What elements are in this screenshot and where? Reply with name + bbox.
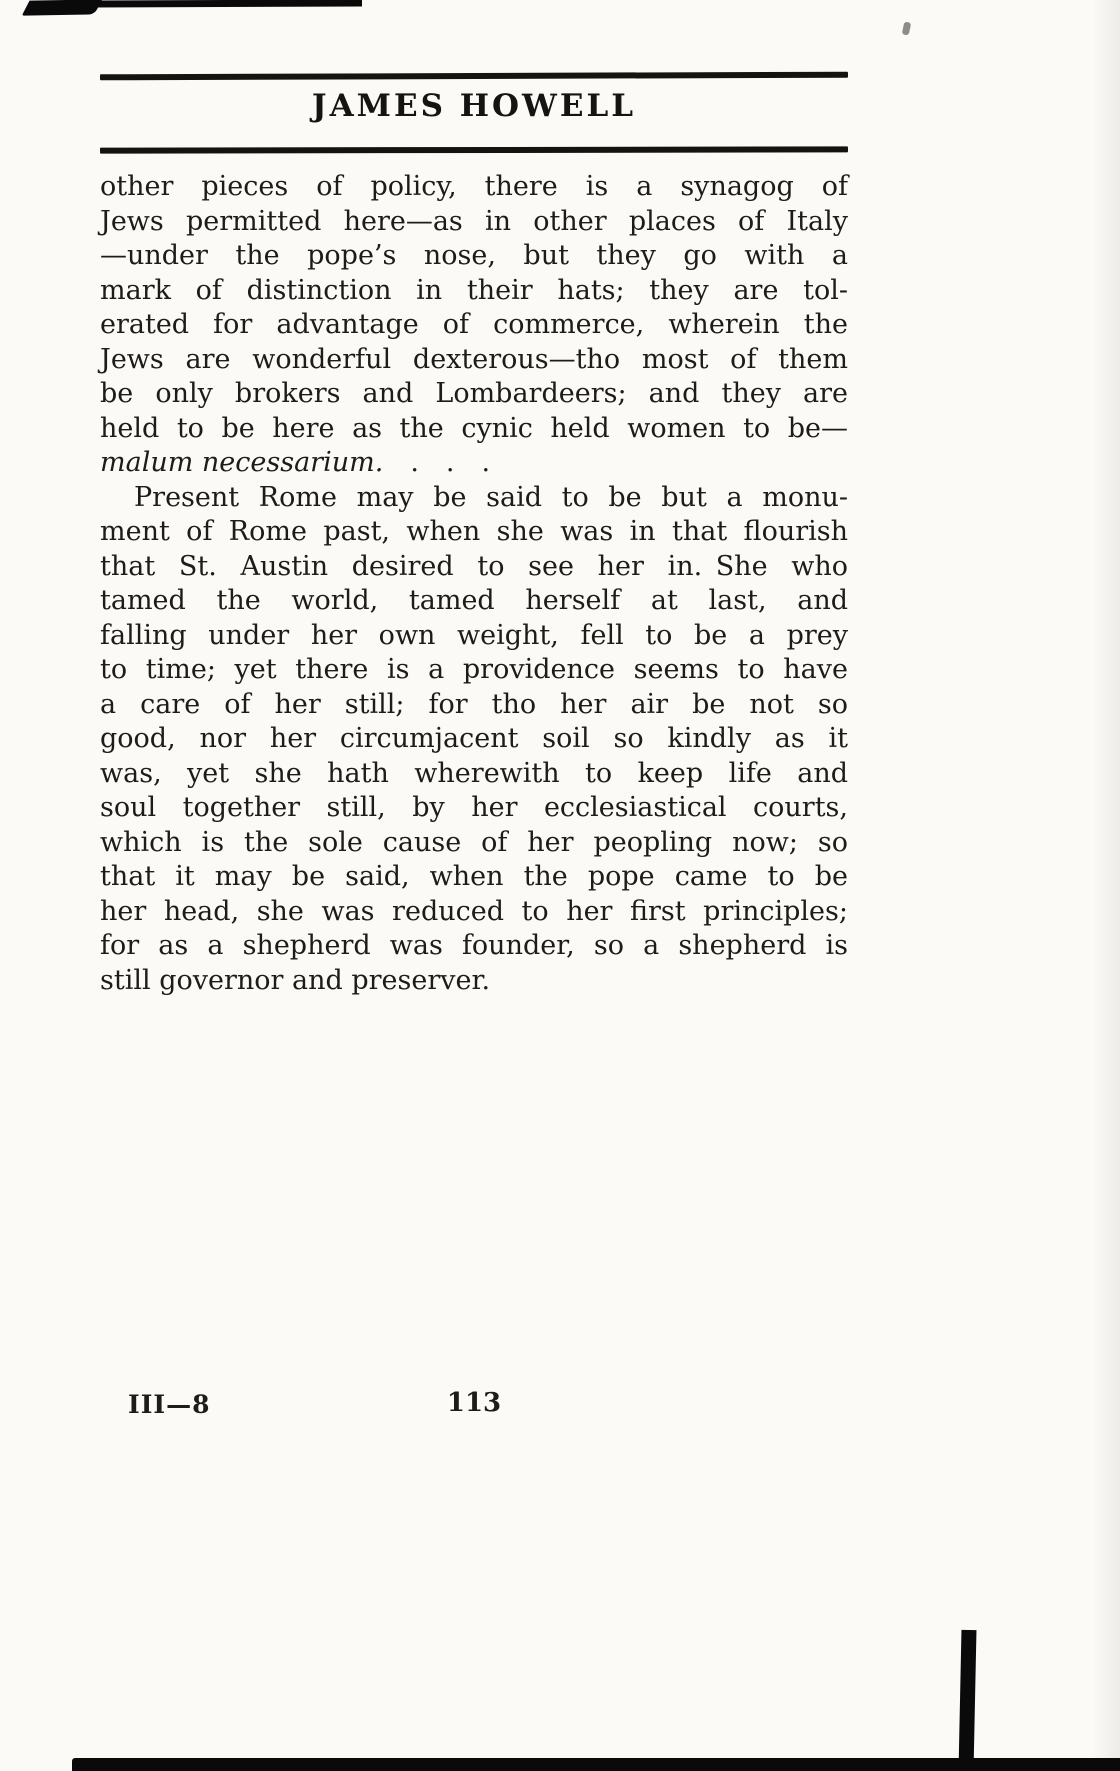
text-segment: falling under her own weight, fell to be a prey [100, 619, 848, 651]
text-line [100, 688, 848, 723]
text-segment: erated for advantage of commerce, wherein the [100, 309, 848, 340]
text-line [100, 205, 848, 240]
text-line [100, 239, 848, 274]
text-segment: soul together still, by her ecclesiastical courts, [100, 792, 848, 823]
text-segment: her head, she was reduced to her first principles; [100, 895, 848, 927]
signature-mark: III—8 [128, 1390, 211, 1419]
text-segment: other pieces of policy, there is a synagog of [100, 171, 848, 202]
text-segment: a care of her still; for tho her air be not so [100, 688, 848, 720]
text-line [100, 170, 848, 205]
text-segment: . . . [383, 447, 491, 478]
text-segment: ment of Rome past, when she was in that flourish [100, 516, 848, 547]
text-line [100, 446, 848, 481]
text-line [100, 550, 848, 585]
text-segment: mark of distinction in their hats; they are tol- [100, 274, 848, 306]
text-segment: —under the pope’s nose, but they go with a [100, 240, 848, 271]
header-rule-bottom [100, 146, 848, 153]
text-line [100, 481, 848, 516]
scan-artifact-right-edge [959, 1630, 977, 1771]
text-segment: Present Rome may be said to be but a monu- [134, 481, 848, 513]
page-body [100, 170, 848, 998]
text-segment: that it may be said, when the pope came to be [100, 861, 848, 892]
text-line [100, 377, 848, 412]
text-line [100, 964, 848, 999]
running-header-title: JAMES HOWELL [311, 88, 637, 124]
text-line [100, 515, 848, 550]
text-line [100, 653, 848, 688]
text-line [100, 826, 848, 861]
text-line [100, 274, 848, 309]
header-rule-top [100, 72, 848, 81]
paragraph [100, 170, 848, 481]
page-footer [0, 1388, 1120, 1428]
text-segment: for as a shepherd was founder, so a shepherd is [100, 930, 848, 961]
text-segment: held to be here as the cynic held women to be— [100, 412, 848, 444]
text-line [100, 584, 848, 619]
text-line [100, 860, 848, 895]
italic-text: malum necessarium. [100, 447, 384, 478]
scan-artifact-top-strip [88, 0, 362, 7]
text-line [100, 343, 848, 378]
text-segment: Jews are wonderful dexterous—tho most of them [100, 343, 848, 375]
text-segment: tamed the world, tamed herself at last, and [100, 585, 848, 616]
text-line [100, 619, 848, 654]
text-segment: was, yet she hath wherewith to keep life and [100, 757, 848, 789]
text-segment: to time; yet there is a providence seems to have [100, 654, 848, 685]
text-segment: still governor and preserver. [100, 964, 491, 996]
text-line [100, 929, 848, 964]
text-segment: that St. Austin desired to see her in. She who [100, 550, 848, 582]
text-line [100, 412, 848, 447]
text-segment: be only brokers and Lombardeers; and they are [100, 378, 848, 409]
text-segment: Jews permitted here—as in other places of Italy [100, 205, 848, 237]
page-number: 113 [446, 1388, 502, 1418]
text-segment: which is the sole cause of her peopling now; so [100, 826, 848, 858]
text-segment: good, nor her circumjacent soil so kindly as it [100, 723, 848, 754]
scan-artifact-top-right [902, 21, 912, 35]
text-line [100, 722, 848, 757]
text-line [100, 895, 848, 930]
text-line [100, 791, 848, 826]
text-line [100, 308, 848, 343]
paragraph [100, 481, 848, 999]
text-line [100, 757, 848, 792]
